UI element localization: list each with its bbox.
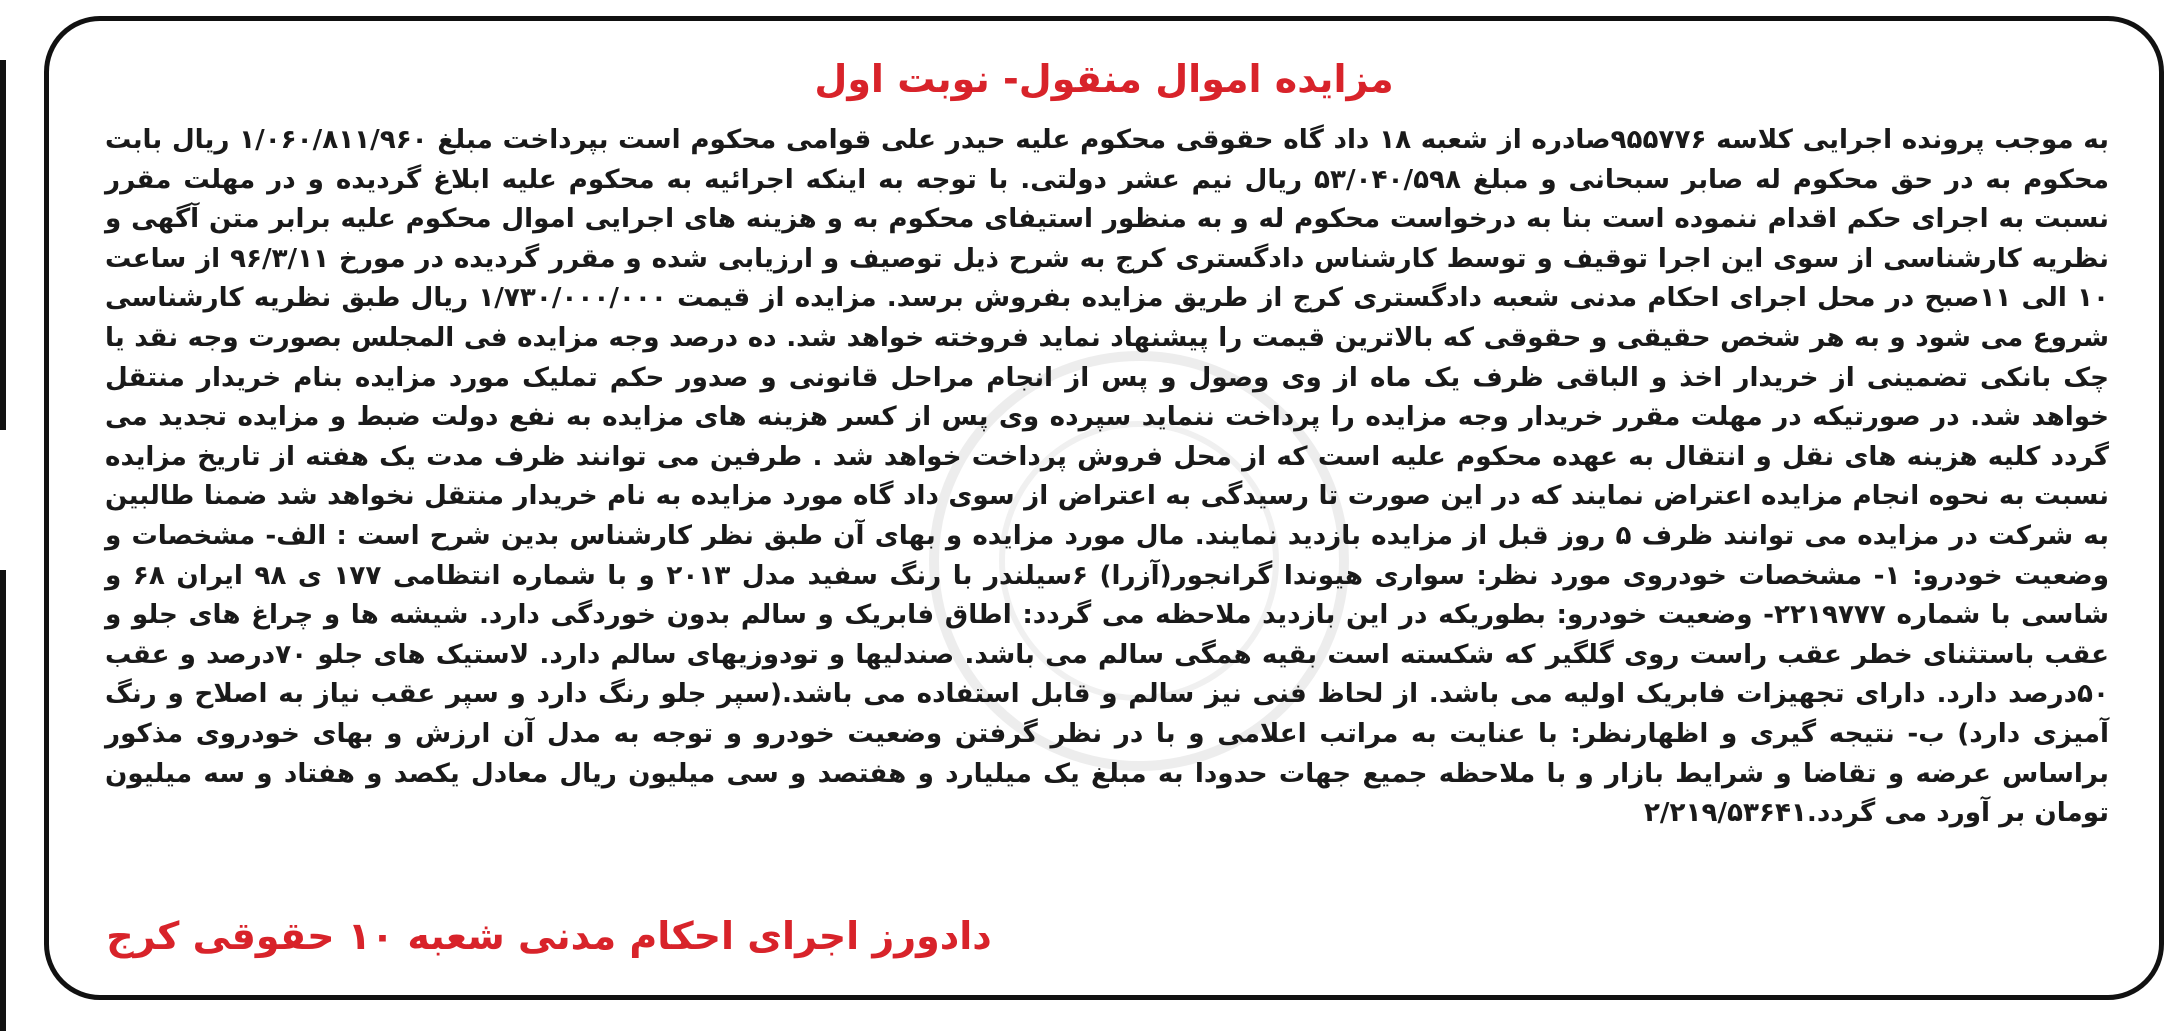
notice-title: مزایده اموال منقول- نوبت اول — [814, 57, 1394, 101]
notice-body: به موجب پرونده اجرایی کلاسه ۹۵۵۷۷۶صادره از شعبه ۱۸ داد گاه حقوقی محکوم علیه حیدر علی قوامی محکوم است بپرداخت مبلغ ۱/۰۶۰/۸۱۱/۹۶۰ ریال بابت محکوم به در حق محکوم له صابر سبحانی و مبلغ ۵۳/۰۴۰/۵۹۸ ریال نیم عشر دولتی. با توجه به اینکه اجرائیه به محکوم علیه ابلاغ گردیده و در مهلت مقرر نسبت به اجرای حکم اقدام ننموده است بنا به درخواست محکوم له و به منظور استیفای محکوم به و هزینه های اجرایی اموال محکوم علیه برابر متن آگهی و نظریه کارشناسی از سوی این اجرا توقیف و توسط کارشناس دادگستری کرج به شرح ذیل توصیف و ارزیابی شده و مقرر گردیده در مورخ ۹۶/۳/۱۱ از ساعت ۱۰ الی ۱۱صبح در محل اجرای احکام مدنی شعبه دادگستری کرج از طریق مزایده بفروش برسد. مزایده از قیمت ۱/۷۳۰/۰۰۰/۰۰۰ ریال طبق نظریه کارشناسی شروع می شود و به هر شخص حقیقی و حقوقی که بالاترین قیمت را پیشنهاد نماید فروخته خواهد شد. ده درصد وجه مزایده فی المجلس بصورت وجه نقد یا چک بانکی تضمینی از خریدار اخذ و الباقی ظرف یک ماه از وی وصول و پس از انجام مراحل قانونی و صدور حکم تملیک مورد مزایده بنام خریدار منتقل خواهد شد. در صورتیکه در مهلت مقرر خریدار وجه مزایده را پرداخت ننماید سپرده وی پس از کسر هزینه های مزایده به نفع دولت ضبط و مزایده تجدید می گردد کلیه هزینه های نقل و انتقال به عهده محکوم علیه است که از محل فروش پرداخت خواهد شد . طرفین می توانند ظرف مدت یک هفته از تاریخ مزایده نسبت به نحوه انجام مزایده اعتراض نمایند که در این صورت تا رسیدگی به اعتراض از سوی داد گاه مورد مزایده به نام خریدار منتقل نخواهد شد ضمنا طالبین به شرکت در مزایده می توانند ظرف ۵ روز قبل از مزایده بازدید نمایند. مال مورد مزایده و بهای آن طبق نظر کارشناس بدین شرح است : الف- مشخصات و وضعیت خودرو: ۱- مشخصات خودروی مورد نظر: سواری هیوندا گرانجور(آزرا) ۶سیلندر با رنگ سفید مدل ۲۰۱۳ و با شماره انتظامی ۱۷۷ ی ۹۸ ایران ۶۸ و شاسی با شماره ۲۲۱۹۷۷۷- وضعیت خودرو: بطوریکه در این بازدید ملاحظه می گردد: اطاق فابریک و سالم بدون خوردگی دارد. شیشه ها و چراغ های جلو و عقب باستثنای خطر عقب راست روی گلگیر که شکسته است بقیه همگی سالم می باشد. صندلیها و تودوزیهای سالم دارد. لاستیک های جلو ۷۰درصد و عقب ۵۰درصد دارد. دارای تجهیزات فابریک اولیه می باشد. از لحاظ فنی نیز سالم و قابل استفاده می باشد.(سپر جلو رنگ دارد و سپر عقب نیاز به اصلاح و رنگ آمیزی دارد) ب- نتیجه گیری و اظهارنظر: با عنایت به مراتب اعلامی و با در نظر گرفتن وضعیت خودرو و توجه به مدل آن ارزش و بهای خودروی مذکور براساس عرضه و تقاضا و شرایط بازار و با ملاحظه جمیع جهات حدودا به مبلغ یک میلیارد و هفتصد و سی میلیون ریال معادل یکصد و هفتاد و سه میلیون تومان بر آورد می گردد.۲/۲۱۹/۵۳۶۴۱ — [105, 125, 2110, 829]
left-edge-mark-bottom — [0, 570, 6, 1031]
notice-signature: دادورز اجرای احکام مدنی شعبه ۱۰ حقوقی کرج — [106, 914, 992, 958]
left-edge-mark-top — [0, 60, 6, 430]
notice-frame — [44, 16, 2164, 1000]
